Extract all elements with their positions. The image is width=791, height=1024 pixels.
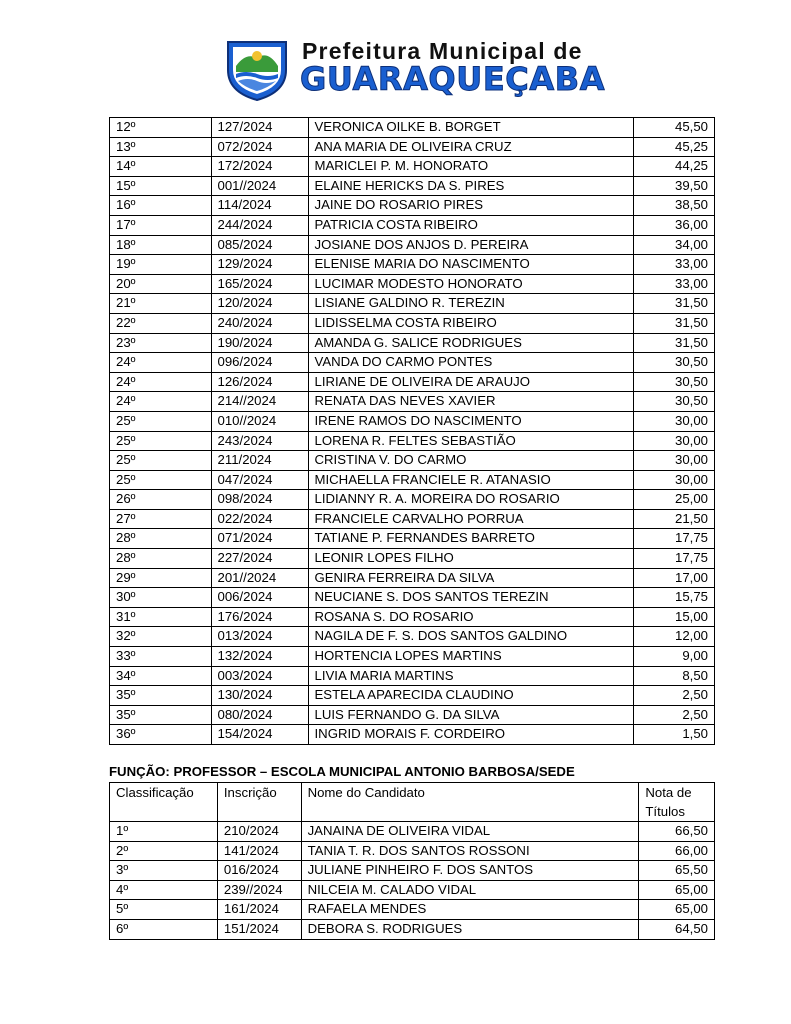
cell-inscricao: 154/2024 — [211, 725, 308, 745]
cell-nome: LEONIR LOPES FILHO — [308, 549, 633, 569]
cell-nome: LUIS FERNANDO G. DA SILVA — [308, 705, 633, 725]
table-row — [110, 822, 715, 842]
cell-nota: 30,00 — [633, 411, 714, 431]
table-row — [110, 215, 715, 235]
table-row — [110, 880, 715, 900]
cell-inscricao: 129/2024 — [211, 255, 308, 275]
cell-nota: 15,75 — [633, 588, 714, 608]
cell-inscricao: 176/2024 — [211, 607, 308, 627]
cell-classificacao: 24º — [110, 353, 212, 373]
cell-classificacao: 3º — [110, 861, 218, 881]
cell-classificacao: 25º — [110, 470, 212, 490]
cell-nota: 30,50 — [633, 353, 714, 373]
cell-inscricao: 071/2024 — [211, 529, 308, 549]
table-row — [110, 588, 715, 608]
table-row — [110, 686, 715, 706]
table-row — [110, 196, 715, 216]
cell-nome: JAINE DO ROSARIO PIRES — [308, 196, 633, 216]
table-row — [110, 118, 715, 138]
cell-inscricao: 127/2024 — [211, 118, 308, 138]
cell-classificacao: 28º — [110, 529, 212, 549]
cell-inscricao: 227/2024 — [211, 549, 308, 569]
cell-inscricao: 096/2024 — [211, 353, 308, 373]
cell-inscricao: 141/2024 — [217, 841, 301, 861]
cell-inscricao: 210/2024 — [217, 822, 301, 842]
cell-nota: 30,50 — [633, 392, 714, 412]
cell-nome: NEUCIANE S. DOS SANTOS TEREZIN — [308, 588, 633, 608]
table-row — [110, 529, 715, 549]
cell-nome: ELENISE MARIA DO NASCIMENTO — [308, 255, 633, 275]
page-header — [224, 36, 606, 102]
cell-nota: 44,25 — [633, 157, 714, 177]
cell-nome: ELAINE HERICKS DA S. PIRES — [308, 176, 633, 196]
cell-classificacao: 24º — [110, 372, 212, 392]
cell-nota: 34,00 — [633, 235, 714, 255]
cell-classificacao: 30º — [110, 588, 212, 608]
cell-classificacao: 20º — [110, 274, 212, 294]
table-row — [110, 451, 715, 471]
cell-nome: LISIANE GALDINO R. TEREZIN — [308, 294, 633, 314]
cell-inscricao: 132/2024 — [211, 647, 308, 667]
ranking-table-continued — [109, 117, 715, 745]
table-row — [110, 607, 715, 627]
cell-classificacao: 16º — [110, 196, 212, 216]
table-row — [110, 353, 715, 373]
table-row — [110, 725, 715, 745]
cell-classificacao: 17º — [110, 215, 212, 235]
cell-classificacao: 29º — [110, 568, 212, 588]
cell-nota: 8,50 — [633, 666, 714, 686]
cell-nota: 36,00 — [633, 215, 714, 235]
cell-inscricao: 244/2024 — [211, 215, 308, 235]
cell-nome: VERONICA OILKE B. BORGET — [308, 118, 633, 138]
table-row — [110, 137, 715, 157]
cell-inscricao: 013/2024 — [211, 627, 308, 647]
cell-nome: NAGILA DE F. S. DOS SANTOS GALDINO — [308, 627, 633, 647]
table-row — [110, 841, 715, 861]
cell-nome: PATRICIA COSTA RIBEIRO — [308, 215, 633, 235]
table-row — [110, 274, 715, 294]
cell-inscricao: 080/2024 — [211, 705, 308, 725]
table-row — [110, 647, 715, 667]
cell-nome: NILCEIA M. CALADO VIDAL — [301, 880, 639, 900]
cell-nota: 2,50 — [633, 705, 714, 725]
cell-nota: 33,00 — [633, 255, 714, 275]
cell-nome: VANDA DO CARMO PONTES — [308, 353, 633, 373]
cell-inscricao: 006/2024 — [211, 588, 308, 608]
cell-inscricao: 114/2024 — [211, 196, 308, 216]
cell-classificacao: 27º — [110, 509, 212, 529]
cell-inscricao: 022/2024 — [211, 509, 308, 529]
cell-nota: 39,50 — [633, 176, 714, 196]
table-row — [110, 470, 715, 490]
cell-nota: 21,50 — [633, 509, 714, 529]
table-row — [110, 333, 715, 353]
ranking-table-sede — [109, 782, 715, 940]
cell-nome: LUCIMAR MODESTO HONORATO — [308, 274, 633, 294]
cell-inscricao: 161/2024 — [217, 900, 301, 920]
cell-classificacao: 22º — [110, 313, 212, 333]
cell-nome: DEBORA S. RODRIGUES — [301, 919, 639, 939]
cell-classificacao: 4º — [110, 880, 218, 900]
cell-classificacao: 5º — [110, 900, 218, 920]
cell-nome: INGRID MORAIS F. CORDEIRO — [308, 725, 633, 745]
cell-nota: 31,50 — [633, 294, 714, 314]
cell-nota: 31,50 — [633, 313, 714, 333]
table-row — [110, 861, 715, 881]
cell-nota: 12,00 — [633, 627, 714, 647]
cell-inscricao: 211/2024 — [211, 451, 308, 471]
cell-nome: MICHAELLA FRANCIELE R. ATANASIO — [308, 470, 633, 490]
cell-classificacao: 34º — [110, 666, 212, 686]
cell-nota: 30,50 — [633, 372, 714, 392]
cell-nome: JANAINA DE OLIVEIRA VIDAL — [301, 822, 639, 842]
cell-nome: ANA MARIA DE OLIVEIRA CRUZ — [308, 137, 633, 157]
cell-nota: 17,00 — [633, 568, 714, 588]
cell-classificacao: 19º — [110, 255, 212, 275]
cell-inscricao: 120/2024 — [211, 294, 308, 314]
cell-nota: 30,00 — [633, 470, 714, 490]
cell-classificacao: 12º — [110, 118, 212, 138]
cell-nome: IRENE RAMOS DO NASCIMENTO — [308, 411, 633, 431]
table-row — [110, 490, 715, 510]
cell-classificacao: 24º — [110, 392, 212, 412]
cell-inscricao: 214//2024 — [211, 392, 308, 412]
cell-inscricao: 239//2024 — [217, 880, 301, 900]
cell-nota: 65,00 — [639, 880, 715, 900]
cell-classificacao: 6º — [110, 919, 218, 939]
cell-nome: LIRIANE DE OLIVEIRA DE ARAUJO — [308, 372, 633, 392]
header-inscricao: Inscrição — [217, 783, 301, 822]
cell-classificacao: 32º — [110, 627, 212, 647]
cell-inscricao: 130/2024 — [211, 686, 308, 706]
cell-classificacao: 14º — [110, 157, 212, 177]
cell-nome: LIVIA MARIA MARTINS — [308, 666, 633, 686]
cell-inscricao: 001//2024 — [211, 176, 308, 196]
table-row — [110, 157, 715, 177]
cell-classificacao: 13º — [110, 137, 212, 157]
cell-inscricao: 190/2024 — [211, 333, 308, 353]
cell-nome: JULIANE PINHEIRO F. DOS SANTOS — [301, 861, 639, 881]
cell-classificacao: 1º — [110, 822, 218, 842]
cell-nome: LORENA R. FELTES SEBASTIÃO — [308, 431, 633, 451]
cell-inscricao: 003/2024 — [211, 666, 308, 686]
cell-inscricao: 243/2024 — [211, 431, 308, 451]
table-row — [110, 235, 715, 255]
cell-classificacao: 36º — [110, 725, 212, 745]
cell-classificacao: 23º — [110, 333, 212, 353]
cell-nota: 25,00 — [633, 490, 714, 510]
cell-inscricao: 126/2024 — [211, 372, 308, 392]
header-nota-line2: Títulos — [645, 804, 685, 819]
cell-inscricao: 240/2024 — [211, 313, 308, 333]
cell-nota: 38,50 — [633, 196, 714, 216]
cell-nome: GENIRA FERREIRA DA SILVA — [308, 568, 633, 588]
cell-classificacao: 15º — [110, 176, 212, 196]
cell-nome: RENATA DAS NEVES XAVIER — [308, 392, 633, 412]
cell-classificacao: 35º — [110, 705, 212, 725]
table-row — [110, 431, 715, 451]
table-row — [110, 509, 715, 529]
cell-nome: ESTELA APARECIDA CLAUDINO — [308, 686, 633, 706]
table-row — [110, 392, 715, 412]
cell-inscricao: 151/2024 — [217, 919, 301, 939]
cell-classificacao: 18º — [110, 235, 212, 255]
cell-nota: 1,50 — [633, 725, 714, 745]
table-header-row — [110, 783, 715, 822]
table-row — [110, 255, 715, 275]
cell-nota: 30,00 — [633, 451, 714, 471]
cell-nome: AMANDA G. SALICE RODRIGUES — [308, 333, 633, 353]
cell-nota: 9,00 — [633, 647, 714, 667]
cell-nota: 66,50 — [639, 822, 715, 842]
cell-classificacao: 33º — [110, 647, 212, 667]
cell-nota: 2,50 — [633, 686, 714, 706]
cell-inscricao: 072/2024 — [211, 137, 308, 157]
cell-nota: 17,75 — [633, 549, 714, 569]
table-row — [110, 919, 715, 939]
table-row — [110, 549, 715, 569]
cell-nome: LIDIANNY R. A. MOREIRA DO ROSARIO — [308, 490, 633, 510]
cell-classificacao: 28º — [110, 549, 212, 569]
table-row — [110, 568, 715, 588]
cell-inscricao: 085/2024 — [211, 235, 308, 255]
header-nota — [639, 783, 715, 822]
table-row — [110, 666, 715, 686]
cell-nome: FRANCIELE CARVALHO PORRUA — [308, 509, 633, 529]
header-title-line2: GUARAQUEÇABA — [300, 60, 606, 98]
cell-nota: 65,50 — [639, 861, 715, 881]
cell-nome: TANIA T. R. DOS SANTOS ROSSONI — [301, 841, 639, 861]
table-row — [110, 313, 715, 333]
cell-inscricao: 201//2024 — [211, 568, 308, 588]
header-classificacao: Classificação — [110, 783, 218, 822]
cell-nota: 33,00 — [633, 274, 714, 294]
cell-nota: 64,50 — [639, 919, 715, 939]
cell-inscricao: 016/2024 — [217, 861, 301, 881]
cell-nome: RAFAELA MENDES — [301, 900, 639, 920]
header-nome: Nome do Candidato — [301, 783, 639, 822]
cell-nota: 45,50 — [633, 118, 714, 138]
cell-nota: 45,25 — [633, 137, 714, 157]
table-row — [110, 627, 715, 647]
cell-classificacao: 2º — [110, 841, 218, 861]
cell-nota: 65,00 — [639, 900, 715, 920]
cell-nome: ROSANA S. DO ROSARIO — [308, 607, 633, 627]
cell-nome: HORTENCIA LOPES MARTINS — [308, 647, 633, 667]
municipal-crest-logo — [224, 36, 290, 102]
cell-classificacao: 25º — [110, 451, 212, 471]
cell-nome: CRISTINA V. DO CARMO — [308, 451, 633, 471]
table-row — [110, 176, 715, 196]
cell-nota: 31,50 — [633, 333, 714, 353]
cell-nota: 15,00 — [633, 607, 714, 627]
cell-classificacao: 25º — [110, 411, 212, 431]
cell-classificacao: 31º — [110, 607, 212, 627]
header-nota-line1: Nota de — [645, 785, 692, 800]
cell-inscricao: 098/2024 — [211, 490, 308, 510]
header-title-line1: Prefeitura Municipal de — [302, 38, 583, 64]
table-row — [110, 294, 715, 314]
section-title: FUNÇÃO: PROFESSOR – ESCOLA MUNICIPAL ANTONIO BARBOSA/SEDE — [109, 764, 575, 779]
cell-inscricao: 165/2024 — [211, 274, 308, 294]
cell-nome: MARICLEI P. M. HONORATO — [308, 157, 633, 177]
cell-classificacao: 26º — [110, 490, 212, 510]
cell-inscricao: 172/2024 — [211, 157, 308, 177]
cell-nome: TATIANE P. FERNANDES BARRETO — [308, 529, 633, 549]
table-row — [110, 705, 715, 725]
cell-nota: 17,75 — [633, 529, 714, 549]
cell-nota: 66,00 — [639, 841, 715, 861]
table-row — [110, 900, 715, 920]
table-row — [110, 372, 715, 392]
cell-nome: JOSIANE DOS ANJOS D. PEREIRA — [308, 235, 633, 255]
cell-nome: LIDISSELMA COSTA RIBEIRO — [308, 313, 633, 333]
cell-classificacao: 21º — [110, 294, 212, 314]
table-row — [110, 411, 715, 431]
cell-classificacao: 35º — [110, 686, 212, 706]
cell-classificacao: 25º — [110, 431, 212, 451]
cell-nota: 30,00 — [633, 431, 714, 451]
cell-inscricao: 010//2024 — [211, 411, 308, 431]
cell-inscricao: 047/2024 — [211, 470, 308, 490]
